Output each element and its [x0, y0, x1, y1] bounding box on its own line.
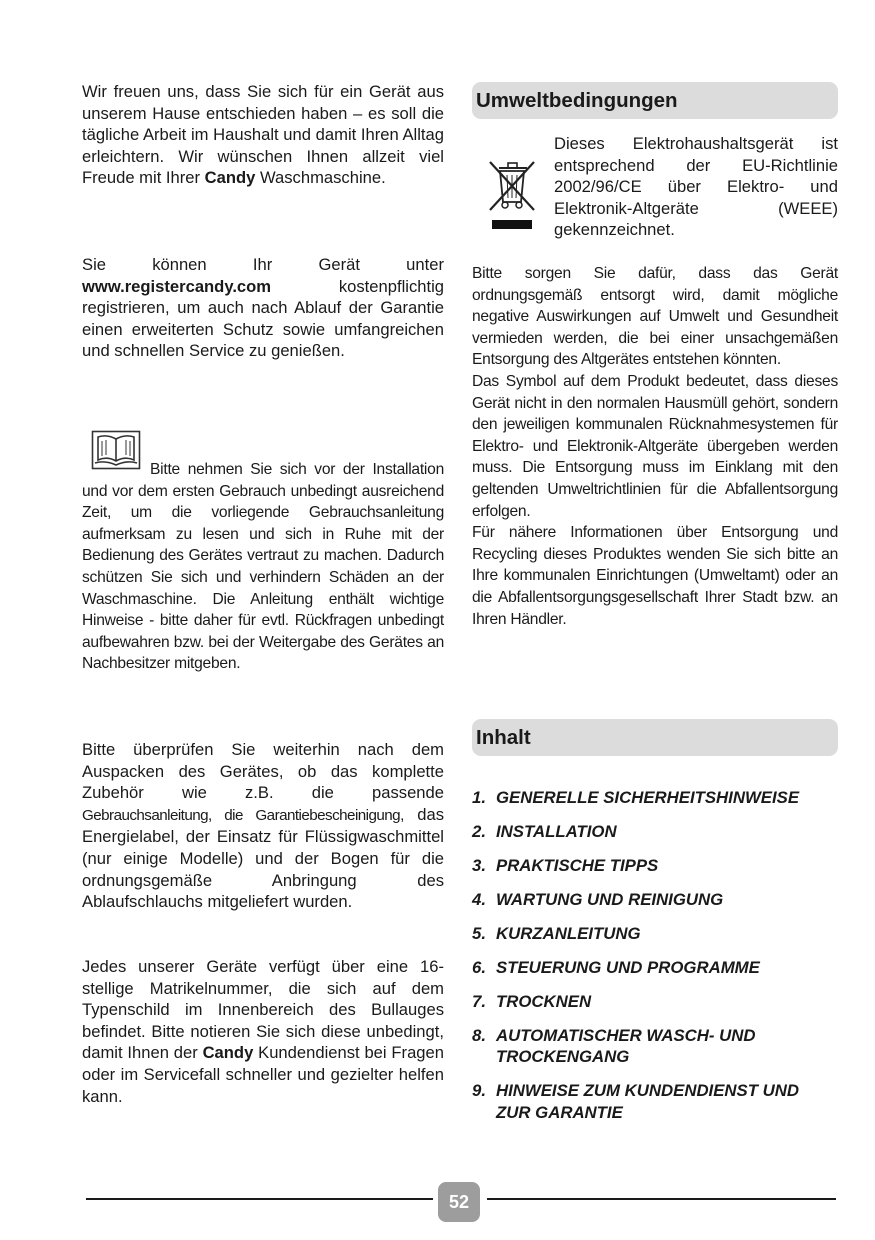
table-of-contents: [472, 787, 838, 1136]
crossed-out-bin-icon: [486, 158, 538, 232]
brand-name: Candy: [202, 1043, 254, 1063]
symbol-paragraph: Das Symbol auf dem Produkt bedeutet, dass dieses Gerät nicht in den normalen Hausmüll gehört, sondern den jeweiligen kommunalen Rücknahmesystemen für Elektro- und Elektronik-Altgeräte übergeben werden muss. Die Entsorgung muss im Einklang mit den geltenden Umweltrichtlinien für die Abfallentsorgung erfolgen.: [472, 372, 838, 520]
toc-item[interactable]: 7. TROCKNEN: [472, 991, 592, 1011]
footer-divider-right: [487, 1198, 836, 1200]
info-paragraph: Für nähere Informationen über Entsorgung und Recycling dieses Produktes wenden Sie sich bitte an Ihre kommunalen Einrichtungen (Umweltamt) oder an die Abfallentsorgungsgesellschaft Ihrer Stadt bzw. an Ihren Händler.: [472, 524, 838, 628]
disposal-paragraph: Bitte sorgen Sie dafür, dass das Gerät ordnungsgemäß entsorgt wird, damit mögliche negative Auswirkungen auf Umwelt und Gesundheit vermieden werden, die bei einer unsachgemäßen Entsorgung des Altgerätes entstehen könnten.: [472, 265, 838, 369]
unpacking-paragraph: Bitte überprüfen Sie weiterhin nach dem Auspacken des Gerätes, ob das komplette Zubehör wie z.B. die passende Gebrauchsanleitung, die Garantiebescheinigung, das Energielabel, der Einsatz für Flüssigwaschmittel (nur einige Modelle) und der Bogen für die ordnungsgemäße Anbringung des Ablaufschlauchs mitgeliefert wurden.: [82, 740, 444, 912]
toc-item[interactable]: 4. WARTUNG UND REINIGUNG: [472, 889, 724, 909]
serial-number-paragraph: Jedes unserer Geräte verfügt über eine 16-stellige Matrikelnummer, die sich auf dem Typenschild im Innenbereich des Bullauges befindet. Bitte notieren Sie sich diese unbedingt, damit Ihnen der Candy Kundendienst bei Fragen oder im Servicefall schneller und gezielter helfen kann.: [82, 957, 444, 1106]
footer-divider-left: [86, 1198, 433, 1200]
toc-item[interactable]: 5. KURZANLEITUNG: [472, 923, 641, 943]
brand-name: Candy: [204, 168, 256, 188]
toc-item[interactable]: 6. STEUERUNG UND PROGRAMME: [472, 957, 760, 977]
page-number: 52: [438, 1182, 480, 1222]
registration-url: www.registercandy.com: [82, 276, 272, 296]
intro-paragraph: Wir freuen uns, dass Sie sich für ein Gerät aus unserem Hause entschieden haben – es soll die tägliche Arbeit im Haushalt und damit Ihren Alltag erleichtern. Wir wünschen Ihnen allzeit viel Freude mit Ihrer Candy Waschmaschine.: [82, 82, 444, 188]
toc-item[interactable]: 9. HINWEISE ZUM KUNDENDIENST UND ZUR GARANTIE: [472, 1081, 799, 1123]
toc-item[interactable]: 3. PRAKTISCHE TIPPS: [472, 855, 659, 875]
toc-item[interactable]: 2. INSTALLATION: [472, 821, 617, 841]
disposal-text-block: [472, 263, 838, 630]
registration-paragraph: Sie können Ihr Gerät unter www.registercandy.com kostenpflichtig registrieren, um auch nach Ablauf der Garantie einen erweiterten Schutz sowie umfangreichen und schnellen Service zu genießen.: [82, 255, 444, 361]
weee-notice: Dieses Elektrohaushaltsgerät ist entsprechend der EU-Richtlinie 2002/96/CE über Elektro- und Elektronik-Altgeräte (WEEE) gekennzeichnet.: [554, 134, 838, 240]
toc-item[interactable]: 8. AUTOMATISCHER WASCH- UND TROCKENGANG: [472, 1025, 756, 1067]
contents-section-title: Inhalt: [472, 719, 838, 756]
toc-item[interactable]: 1. GENERELLE SICHERHEITSHINWEISE: [472, 788, 800, 807]
manual-note-paragraph: Bitte nehmen Sie sich vor der Installation und vor dem ersten Gebrauch unbedingt ausreichend Zeit, um die vorliegende Gebrauchsanleitung aufmerksam zu lesen und sich in Ruhe mit der Bedienung des Gerätes vertraut zu machen. Dadurch schützen Sie sich und verhindern Schäden an der Waschmaschine. Die Anleitung enthält wichtige Hinweise - bitte daher für evtl. Rückfragen unbedingt aufbewahren bzw. bei der Weitergabe des Gerätes an Nachbesitzer mitgeben.: [82, 461, 444, 673]
environment-section-title: Umweltbedingungen: [472, 82, 838, 119]
